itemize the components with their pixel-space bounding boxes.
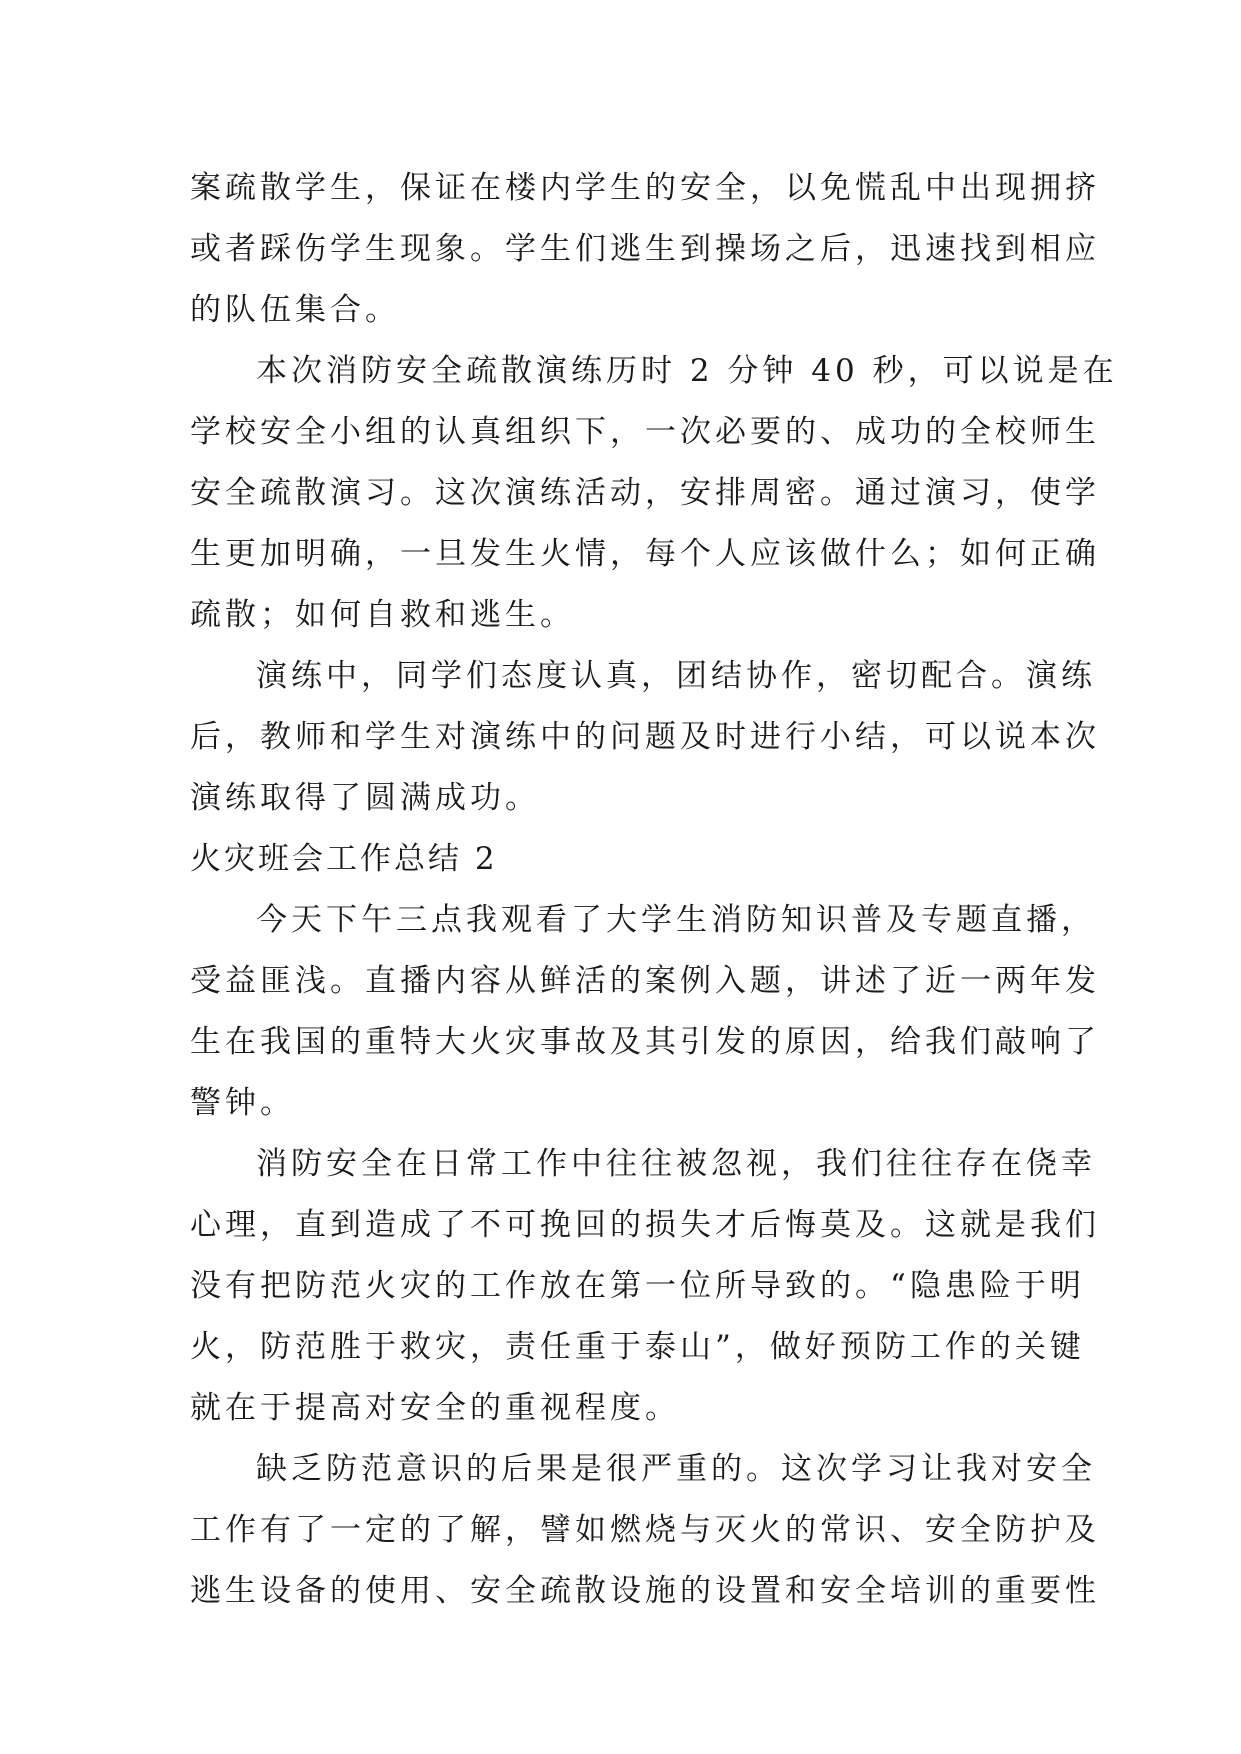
text-line: 演练取得了圆满成功。 (190, 780, 540, 816)
text-line: 案疏散学生，保证在楼内学生的安全，以免慌乱中出现拥挤 (190, 170, 1100, 206)
text-line: 后，教师和学生对演练中的问题及时进行小结，可以说本次 (190, 719, 1100, 755)
section-heading: 火灾班会工作总结 2 (190, 841, 498, 877)
paragraph-start-line: 演练中，同学们态度认真，团结协作，密切配合。演练 (256, 658, 1096, 694)
text-line: 学校安全小组的认真组织下，一次必要的、成功的全校师生 (190, 414, 1100, 450)
text-line: 就在于提高对安全的重视程度。 (190, 1390, 680, 1426)
text-line: 没有把防范火灾的工作放在第一位所导致的。“隐患险于明 (190, 1268, 1085, 1304)
text-line: 或者踩伤学生现象。学生们逃生到操场之后，迅速找到相应 (190, 231, 1100, 267)
paragraph-start-line: 缺乏防范意识的后果是很严重的。这次学习让我对安全 (256, 1451, 1096, 1487)
text-line: 受益匪浅。直播内容从鲜活的案例入题，讲述了近一两年发 (190, 963, 1100, 999)
text-line: 生更加明确，一旦发生火情，每个人应该做什么；如何正确 (190, 536, 1100, 572)
text-line: 心理，直到造成了不可挽回的损失才后悔莫及。这就是我们 (190, 1207, 1100, 1243)
document-body (190, 158, 1118, 1622)
text-line: 警钟。 (190, 1085, 295, 1121)
text-line: 疏散；如何自救和逃生。 (190, 597, 575, 633)
text-line: 工作有了一定的了解，譬如燃烧与灭火的常识、安全防护及 (190, 1512, 1100, 1548)
text-line: 火，防范胜于救灾，责任重于泰山”，做好预防工作的关键 (190, 1329, 1085, 1365)
text-line: 的队伍集合。 (190, 292, 400, 328)
paragraph-start-line: 今天下午三点我观看了大学生消防知识普及专题直播， (256, 902, 1096, 938)
text-line: 安全疏散演习。这次演练活动，安排周密。通过演习，使学 (190, 475, 1100, 511)
paragraph-start-line: 消防安全在日常工作中往往被忽视，我们往往存在侥幸 (256, 1146, 1096, 1182)
paragraph-start-line: 本次消防安全疏散演练历时 2 分钟 40 秒，可以说是在 (256, 353, 1118, 389)
text-line: 逃生设备的使用、安全疏散设施的设置和安全培训的重要性 (190, 1573, 1100, 1609)
text-line: 生在我国的重特大火灾事故及其引发的原因，给我们敲响了 (190, 1024, 1100, 1060)
